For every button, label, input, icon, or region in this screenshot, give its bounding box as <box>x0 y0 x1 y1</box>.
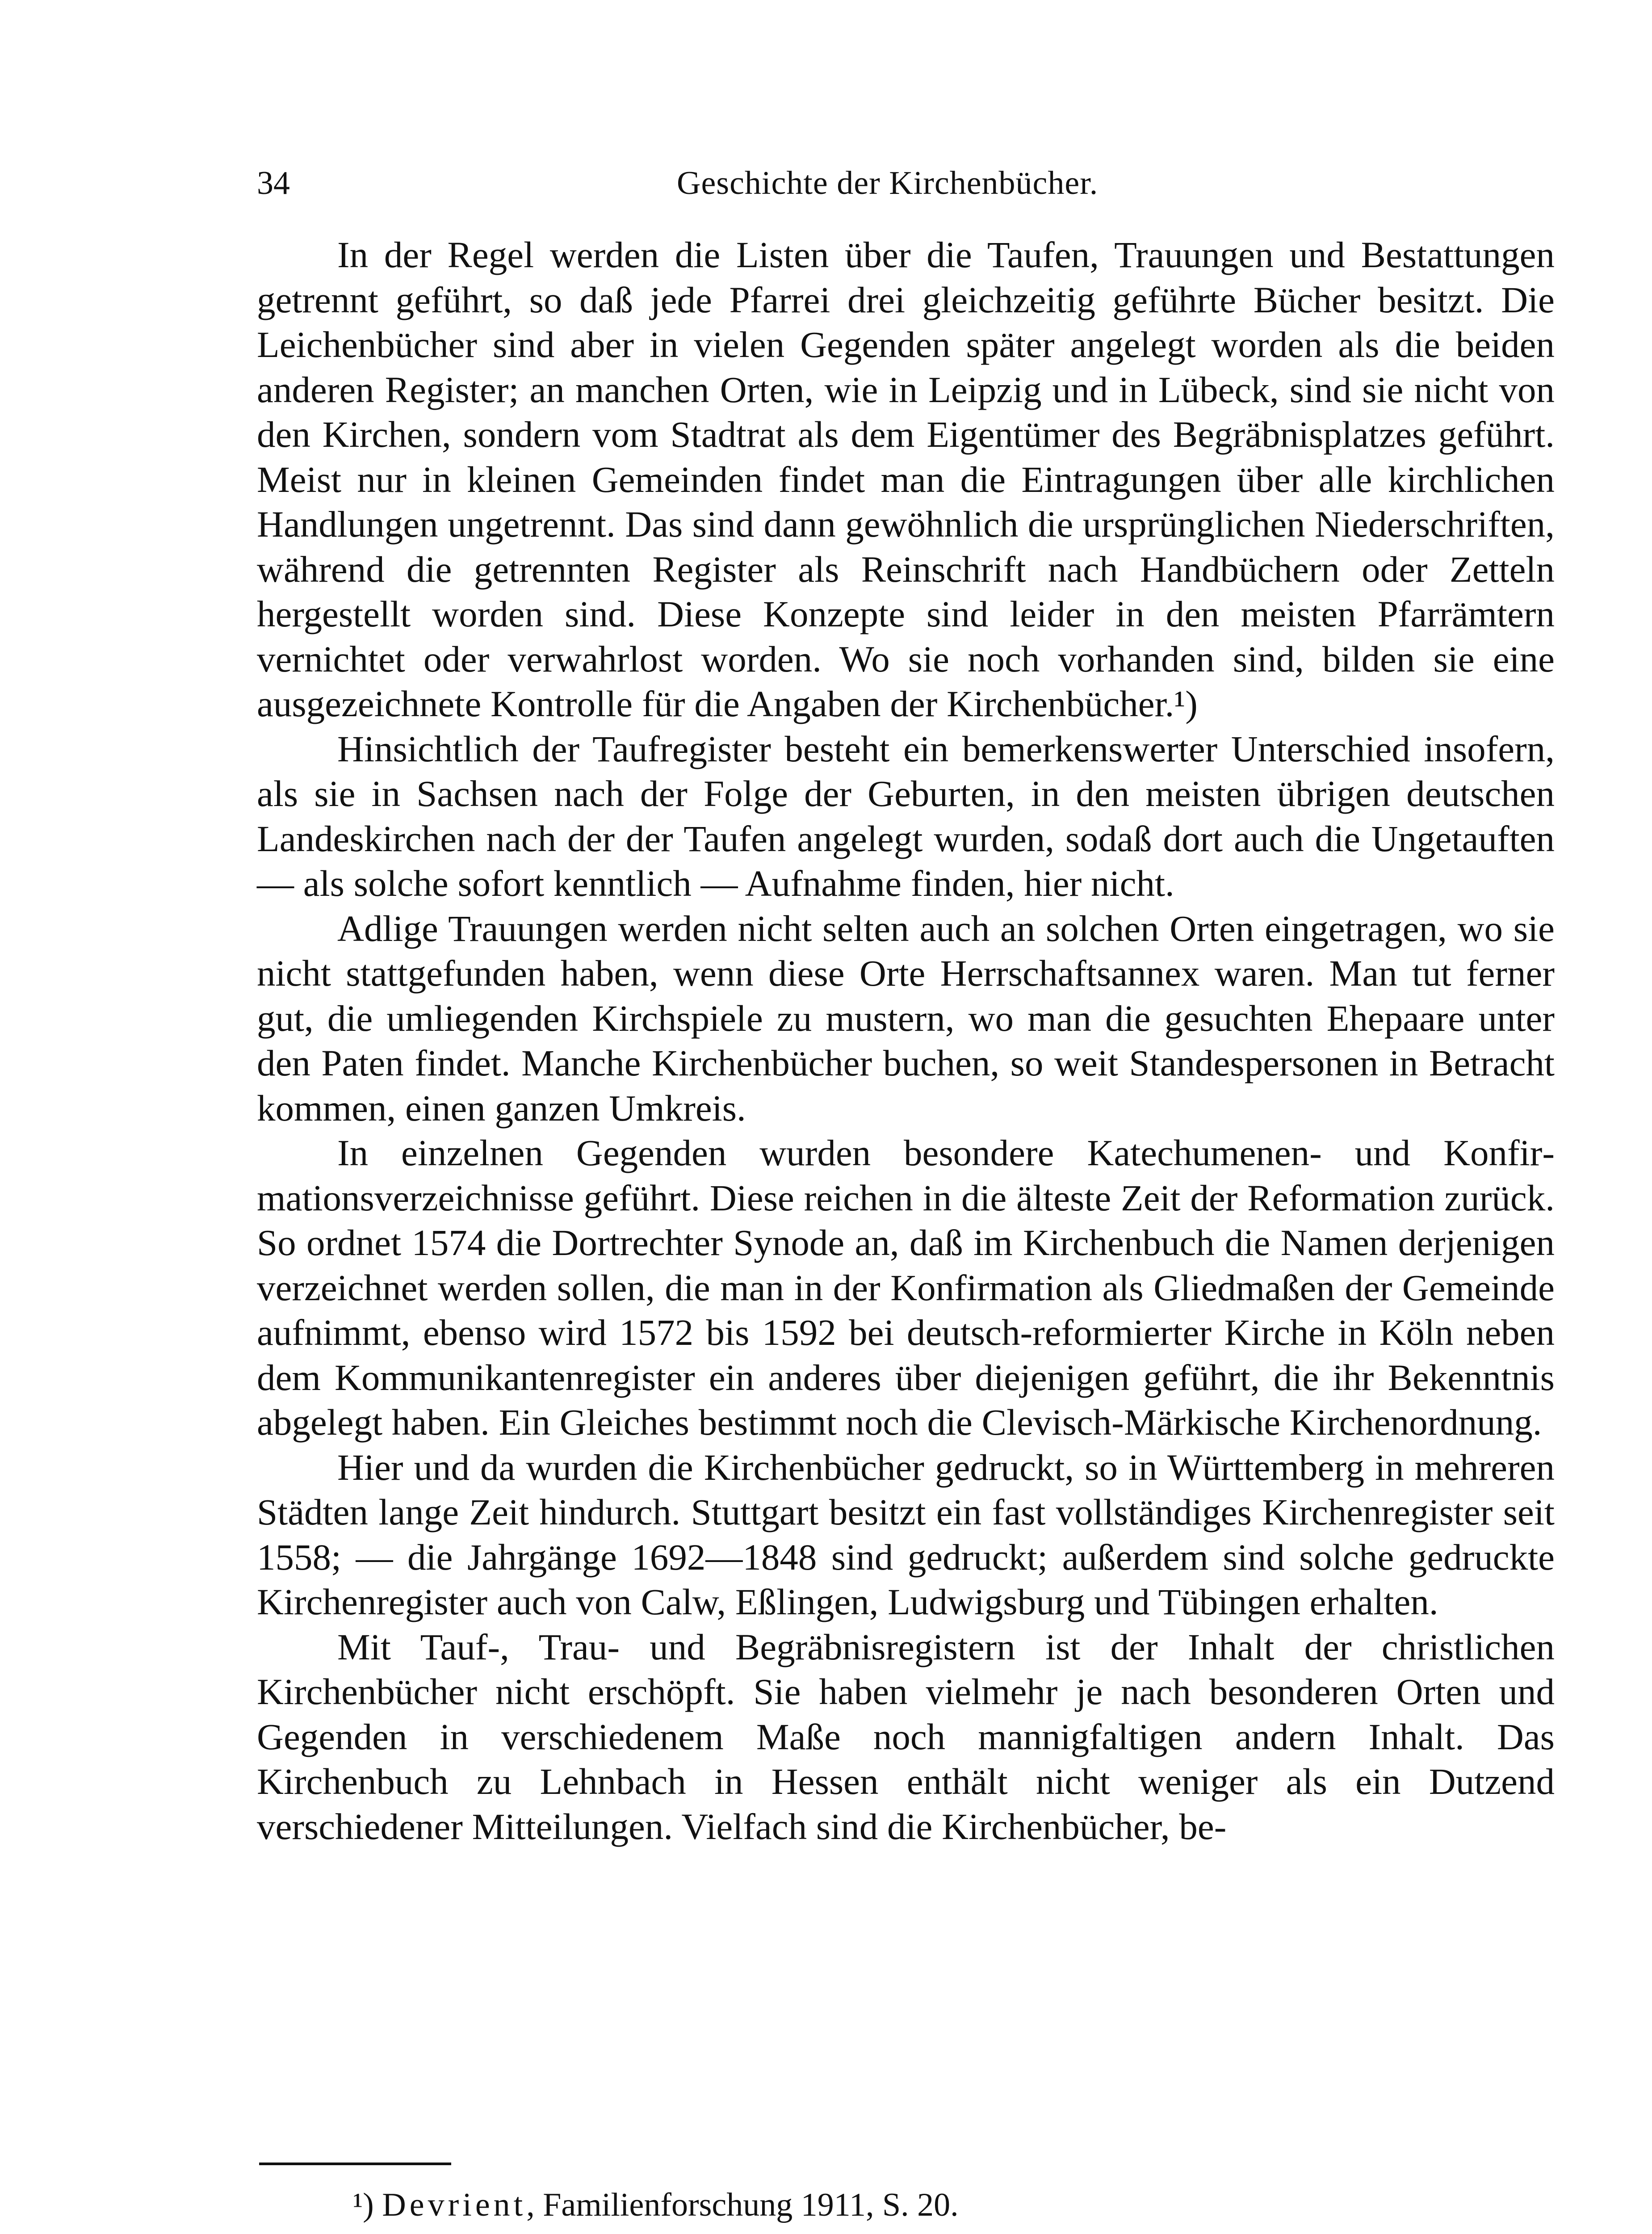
footnote <box>353 2183 1559 2227</box>
footnote-marker: ¹) <box>353 2187 374 2223</box>
paragraph: Hier und da wurden die Kirchenbücher gedruckt, so in Württemberg in mehreren Städten lange Zeit hindurch. Stuttgart besitzt ein fast vollständiges Kirchenregister seit 1558; — die Jahrgänge 1692—1848 sind gedruckt; außerdem sind solche gedruckte Kirchenregister auch von Calw, Eßlingen, Ludwigsburg und Tübingen erhalten. <box>257 1446 1555 1622</box>
paragraph: In einzelnen Gegenden wurden besondere Katechumenen- und Konfirmationsverzeichnisse geführt. Diese reichen in die älteste Zeit der Reformation zurück. So ordnet 1574 die Dortrechter Synode an, daß im Kirchenbuch die Namen derjenigen verzeichnet werden sollen, die man in der Konfirmation als Gliedmaßen der Gemeinde aufnimmt, ebenso wird 1572 bis 1592 bei deutsch-reformierter Kirche in Köln neben dem Kommunikantenregister ein anderes über diejenigen geführt, die ihr Bekenntnis abgelegt haben. Ein Gleiches bestimmt noch die Clevisch-Märkische Kirchenordnung. <box>257 1132 1555 1443</box>
paragraph: Hinsichtlich der Taufregister besteht ein bemerkenswerter Unterschied insofern, als sie in Sachsen nach der Folge der Geburten, in den meisten übrigen deutschen Landeskirchen nach der der Taufen angelegt wurden, sodaß dort auch die Ungetauften — als solche sofort kenntlich — Aufnahme finden, hier nicht. <box>257 728 1555 904</box>
paragraph: Adlige Trauungen werden nicht selten auch an solchen Orten eingetragen, wo sie nicht stattgefunden haben, wenn diese Orte Herrschaftsannex waren. Man tut ferner gut, die umliegenden Kirchspiele zu mustern, wo man die gesuchten Ehepaare unter den Paten findet. Manche Kirchenbücher buchen, so weit Standespersonen in Betracht kommen, einen ganzen Umkreis. <box>257 907 1555 1129</box>
running-title: Geschichte der Kirchenbücher. <box>677 165 1099 202</box>
footnote-divider <box>259 2163 451 2165</box>
paragraph: In der Regel werden die Listen über die Taufen, Trauungen und Bestattungen getrennt geführt, so daß jede Pfarrei drei gleichzeitig geführte Bücher besitzt. Die Leichenbücher sind aber in vielen Gegenden später angelegt worden als die beiden anderen Register; an manchen Orten, wie in Leipzig und in Lübeck, sind sie nicht von den Kirchen, sondern vom Stadtrat als dem Eigentümer des Begräbnisplatzes geführt. Meist nur in kleinen Gemeinden findet man die Eintragungen über alle kirchlichen Handlungen ungetrennt. Das sind dann gewöhnlich die ursprünglichen Niederschriften, während die getrennten Register als Reinschrift nach Handbüchern oder Zetteln hergestellt worden sind. Diese Konzepte sind leider in den meisten Pfarrämtern vernichtet oder verwahrlost worden. Wo sie noch vorhanden sind, bilden sie eine ausgezeichnete Kontrolle für die Angaben der Kirchenbücher.¹) <box>257 234 1555 724</box>
footnote-author: Devrient <box>382 2187 527 2223</box>
footnote-citation: , Familienforschung 1911, S. 20. <box>526 2187 959 2223</box>
body-text <box>257 232 1555 1849</box>
paragraph: Mit Tauf-, Trau- und Begräbnisregistern ist der Inhalt der christlichen Kirchenbücher nicht erschöpft. Sie haben vielmehr je nach besonderen Orten und Gegenden in verschiedenem Maße noch mannigfaltigen andern Inhalt. Das Kirchenbuch zu Lehnbach in Hessen enthält nicht weniger als ein Dutzend verschiedener Mitteilungen. Vielfach sind die Kirchenbücher, be- <box>257 1626 1555 1847</box>
page-number: 34 <box>257 165 290 202</box>
page-header <box>257 152 1552 214</box>
